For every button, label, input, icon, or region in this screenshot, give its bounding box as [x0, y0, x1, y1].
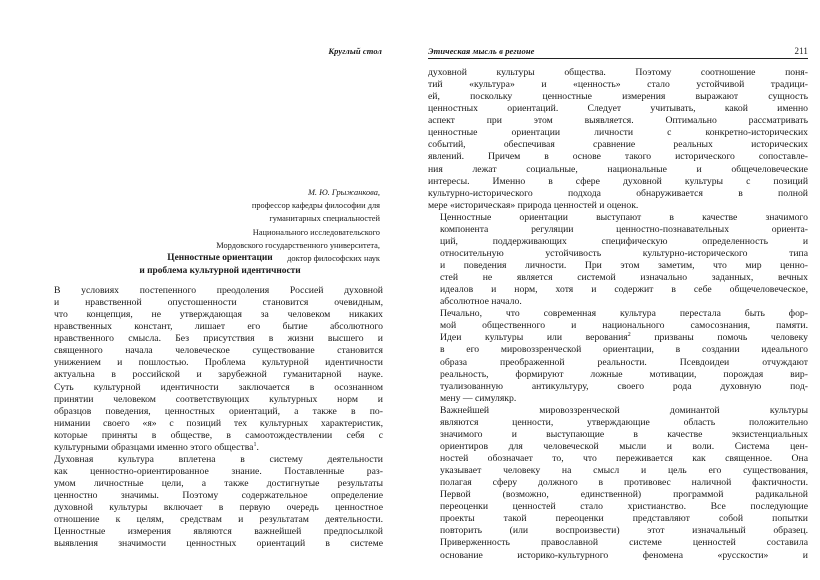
text-line: Первой (возможно, единственной) программой радикальной — [440, 489, 808, 501]
text-line: В условиях постепенного преодоления Россией духовной — [54, 285, 383, 296]
text-line: Суть культурной идентичности заключается в осознанном — [54, 381, 383, 393]
text-line: образа преображенной реальности. Псевдоидеи отчуждают — [440, 356, 808, 368]
text-line: тий «культура» и «ценность» стало устойчивой традици- — [428, 79, 808, 91]
text-line: ций, поддерживающих специфическую определенность и — [440, 235, 808, 247]
text-line: ния лежат социальные, национальные и общечеловеческие — [428, 163, 808, 175]
text-fragment: Идеи культуры или верования — [440, 332, 628, 344]
article-title — [115, 252, 325, 277]
text-line: принятии человеком соответствующих культурных норм и — [54, 393, 383, 405]
author-affiliation-line: гуманитарных специальностей — [269, 214, 380, 224]
text-line: проекты такой переоценки представляют собой попытки — [440, 513, 808, 525]
text-line: духовной культуры общества. Поэтому соотношение поня- — [428, 67, 808, 78]
footnote-marker: 1 — [253, 441, 257, 448]
text-line: выявления значимости ценностных ориентаций в системе — [54, 538, 383, 550]
text-line: духовной культуры включает в первую очередь ценностное — [54, 502, 383, 514]
text-line: значимого и выступающие в качестве экзистенциальных — [440, 428, 808, 440]
text-line: относительную устойчивость культурно-исторического типа — [440, 247, 808, 259]
text-line: и нравственной опустошенности становится очевидным, — [54, 297, 383, 309]
right-page — [410, 0, 820, 580]
text-line: интересы. Именно в сфере духовной культуры с позиций — [428, 175, 808, 187]
paragraph — [42, 285, 383, 454]
author-affiliation-line: профессор кафедры философии для — [251, 201, 380, 211]
text-line: ценностных ориентаций. Следует учитывать, какой именно — [428, 103, 808, 115]
text-line: Приверженность православной системе ценностей составила — [440, 537, 808, 549]
text-line: компонента регуляции ценностно-познавательных ориента- — [440, 223, 808, 235]
text-line: ностей обозначает то, что переживается как священное. Она — [440, 453, 808, 464]
running-head-title: Этическая мысль в регионе — [428, 46, 535, 56]
text-fragment: . — [256, 441, 259, 453]
article-title-line: и проблема культурной идентичности — [139, 265, 301, 276]
text-line: повторить (или воспроизвести) этот изначальный образец. — [440, 525, 808, 537]
right-body-text — [428, 67, 808, 562]
text-line: явлений. Причем в основе такого исторического сопоставле- — [428, 151, 808, 163]
text-line: туализованную антикультуру, своего рода духовную под- — [440, 380, 808, 392]
paragraph — [42, 454, 383, 551]
text-line: как ценностно-ориентированное знание. Поставленные раз- — [54, 465, 383, 477]
text-line: Духовная культура вплетена в систему деятельности — [54, 453, 383, 465]
text-line — [42, 442, 383, 454]
paragraph — [428, 212, 808, 309]
text-line: что концепция, не утверждающая за человеком никаких — [54, 309, 383, 321]
text-line: основание историко-культурного феномена «русскости» и — [440, 549, 808, 561]
paragraph — [428, 67, 808, 212]
paragraph — [428, 308, 808, 405]
text-line: указывает человеку на смысл и цель его существования, — [440, 465, 808, 477]
running-head-left: Круглый стол — [328, 46, 382, 56]
text-line: полагая сферу должного в противовес наличной фактичности. — [440, 477, 808, 489]
text-line: ценностно значимы. Поэтому содержательное определение — [54, 490, 383, 502]
text-line: ей, поскольку ценностные измерения выражают сущность — [428, 91, 808, 103]
text-line: священного начала человеческое существование становится — [54, 345, 383, 357]
text-line: ориентиров для человеческой мысли и воли. Система цен- — [440, 440, 808, 452]
text-line: абсолютное начало. — [440, 296, 522, 308]
author-affiliation-line: Мордовского государственного университета, — [216, 240, 380, 250]
text-line: мену — симулякр. — [440, 392, 517, 404]
text-line: мой общественного и национального самосознания, памяти. — [440, 320, 808, 332]
text-line: событий, обеспечивая сравнение реальных исторических — [428, 139, 808, 151]
text-line: Важнейшей мировоззренческой доминантой культуры — [440, 404, 808, 416]
text-line: нравственного смысла. Без присутствия в жизни высшего и — [54, 333, 383, 345]
text-line: которые приняты в обществе, в самоотождествлении себя с — [54, 429, 383, 441]
author-affiliation-line: доктор философских наук — [287, 254, 380, 264]
text-line: образцов поведения, ценностных ориентаций, а также в по- — [54, 405, 383, 417]
text-line: аспект при этом выявляется. Оптимально рассматривать — [428, 115, 808, 127]
text-line: унижением и пошлостью. Проблема культурной идентичности — [54, 357, 383, 369]
text-line: Печально, что современная культура перестала быть фор- — [440, 308, 808, 320]
text-line: мере «историческая» природа ценностей и оценок. — [428, 199, 639, 211]
text-line: и поведения личности. При этом заметим, что мир ценно- — [440, 260, 808, 271]
author-name: М. Ю. Грыжанкова, — [307, 188, 380, 197]
text-line: нимании своего «я» с позиций тех культурных характеристик, — [54, 417, 383, 429]
text-fragment: призваны помочь человеку — [630, 332, 808, 344]
text-fragment: культурными образцами именно этого общества — [54, 441, 254, 453]
text-line: являются ценности, утверждающие область положительно — [440, 416, 808, 428]
text-line: нравственных констант, лишает его бытие абсолютного — [54, 321, 383, 333]
text-line: переоценки ценностей стало христианство. Все последующие — [440, 501, 808, 513]
text-line: умом личностные цели, а также достигнутые результаты — [54, 478, 383, 489]
text-line: в его мировоззренческой ориентации, в создании идеального — [440, 344, 808, 356]
left-body-text — [42, 285, 383, 550]
text-line: актуальна в российской и зарубежной гуманитарной науке. — [54, 369, 383, 381]
text-line — [428, 332, 808, 344]
paragraph — [428, 405, 808, 562]
text-line: идеалов и норм, хотя и содержит в себе общечеловеческое, — [440, 284, 808, 296]
running-head-right — [428, 46, 808, 59]
text-line: стей не является системой изначально заданных, вечных — [440, 272, 808, 284]
text-line: реальность, формируют ложные мотивации, порождая вир- — [440, 368, 808, 380]
page-number: 211 — [794, 46, 808, 56]
article-title-line: Ценностные ориентации — [167, 253, 273, 263]
text-line: отношение к целям, средствам и результатам деятельности. — [54, 514, 383, 526]
text-line: ценностные ориентации личности с конкретно-исторических — [428, 127, 808, 139]
author-affiliation-line: Национального исследовательского — [252, 227, 380, 237]
text-line: Ценностные ориентации выступают в качестве значимого — [440, 211, 808, 223]
text-line: Ценностные измерения являются важнейшей предпосылкой — [54, 526, 383, 538]
footnote-marker: 2 — [627, 332, 631, 339]
text-line: культурно-исторического подхода обнаруживается в полной — [428, 187, 808, 199]
